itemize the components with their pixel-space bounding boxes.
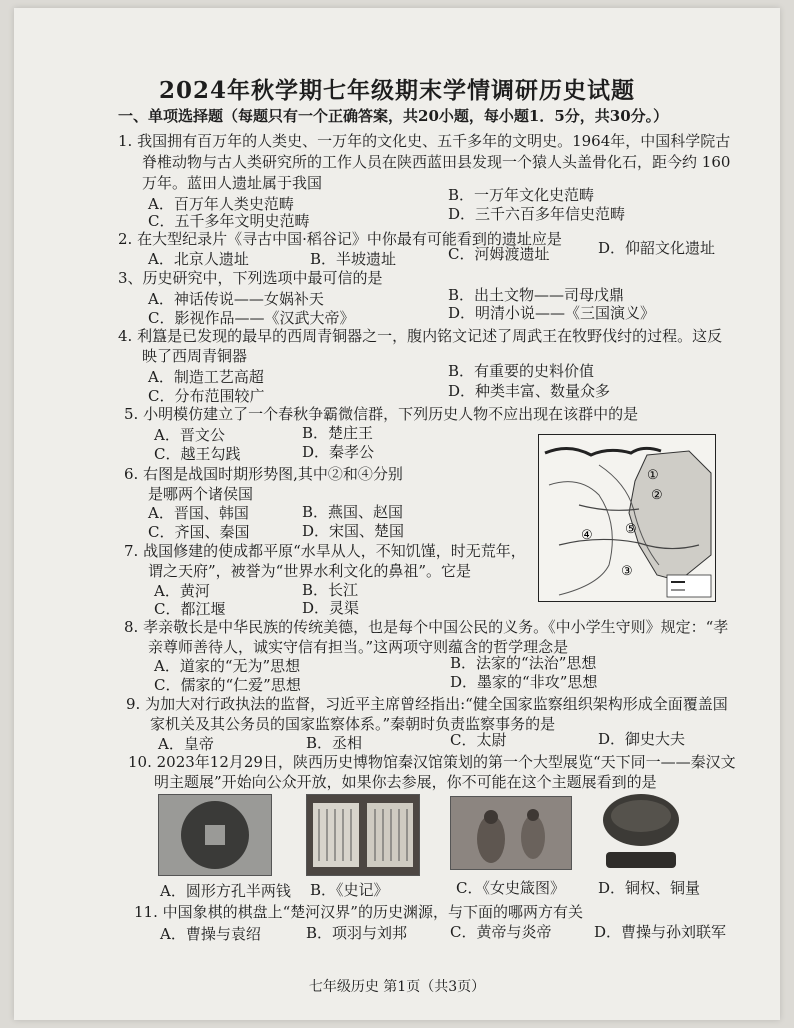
exam-line-q11A: A．曹操与袁绍 bbox=[160, 925, 261, 943]
exam-line-q11C: C．黄帝与炎帝 bbox=[450, 923, 552, 941]
exam-line-q1c: 万年。蓝田人遗址属于我国 bbox=[142, 174, 323, 192]
exam-line-q10D: D．铜权、铜量 bbox=[598, 879, 701, 897]
exam-line-q10b: 明主题展”开始向公众开放，如果你去参展，你不可能在这个主题展看到的是 bbox=[154, 773, 657, 791]
section-heading: 一、单项选择题（每题只有一个正确答案，共20小题，每小题1．5分，共30分。） bbox=[118, 107, 669, 125]
shiji-book-photo bbox=[306, 794, 420, 876]
warring-states-map bbox=[538, 434, 716, 602]
exam-line-q9C: C．太尉 bbox=[450, 731, 507, 749]
exam-line-q9b: 家机关及其公务员的国家监察体系。”秦朝时负责监察事务的是 bbox=[150, 715, 556, 733]
exam-line-q6B: B．燕国、赵国 bbox=[302, 503, 404, 521]
exam-line-q2: 2. 在大型纪录片《寻古中国·稻谷记》中你最有可能看到的遗址应是 bbox=[118, 230, 562, 248]
exam-line-q2A: A．北京人遗址 bbox=[148, 250, 249, 268]
exam-line-q10B: B．《史记》 bbox=[310, 881, 389, 899]
exam-line-q1A: A．百万年人类史范畴 bbox=[148, 195, 294, 213]
exam-line-q8A: A．道家的“无为”思想 bbox=[154, 657, 301, 675]
exam-line-q7a: 7. 战国修建的使成都平原“水旱从人，不知饥馑，时无荒年， bbox=[124, 542, 526, 560]
exam-line-q8b: 亲尊师善待人，诚实守信有担当。”这两项守则蕴含的哲学理念是 bbox=[148, 638, 569, 656]
exam-line-q1D: D．三千六百多年信史范畴 bbox=[448, 205, 626, 223]
exam-line-q7b: 谓之天府”，被誉为“世界水利文化的鼻祖”。它是 bbox=[148, 562, 472, 580]
exam-line-q6C: C．齐国、秦国 bbox=[148, 523, 250, 541]
exam-line-q9B: B．丞相 bbox=[306, 734, 363, 752]
exam-line-q1B: B．一万年文化史范畴 bbox=[448, 186, 595, 204]
exam-line-q4B: B．有重要的史料价值 bbox=[448, 362, 595, 380]
exam-line-q11B: B．项羽与刘邦 bbox=[306, 924, 408, 942]
exam-line-q4D: D．种类丰富、数量众多 bbox=[448, 382, 611, 400]
map-label: ② bbox=[651, 488, 663, 503]
exam-line-q3D: D．明清小说——《三国演义》 bbox=[448, 304, 656, 322]
exam-line-q9A: A．皇帝 bbox=[158, 735, 214, 753]
nushi-zhentu-painting-photo bbox=[450, 796, 572, 870]
exam-line-q5A: A．晋文公 bbox=[154, 426, 225, 444]
exam-line-q10a: 10. 2023年12月29日，陕西历史博物馆秦汉馆策划的第一个大型展览“天下同一——秦汉文 bbox=[128, 753, 736, 771]
map-label: ① bbox=[647, 468, 659, 483]
exam-line-q11: 11. 中国象棋的棋盘上“楚河汉界”的历史渊源，与下面的哪两方有关 bbox=[134, 903, 583, 921]
map-drawing bbox=[539, 435, 715, 601]
exam-line-q10A: A．圆形方孔半两钱 bbox=[160, 882, 291, 900]
exam-line-q10C: C．《女史箴图》 bbox=[456, 879, 565, 897]
exam-line-q5C: C．越王勾践 bbox=[154, 445, 241, 463]
exam-line-q7A: A．黄河 bbox=[154, 582, 210, 600]
exam-line-q1b: 脊椎动物与古人类研究所的工作人员在陕西蓝田县发现一个猿人头盖骨化石，距今约 160 bbox=[142, 153, 731, 171]
exam-line-q2B: B．半坡遗址 bbox=[310, 250, 397, 268]
exam-line-q8C: C．儒家的“仁爱”思想 bbox=[154, 676, 301, 694]
exam-line-q8a: 8. 孝亲敬长是中华民族的传统美德，也是每个中国公民的义务。《中小学生守则》规定：“孝 bbox=[124, 618, 729, 636]
map-label: ④ bbox=[581, 528, 593, 543]
map-label: ③ bbox=[621, 564, 633, 579]
exam-line-q3B: B．出土文物——司母戊鼎 bbox=[448, 286, 625, 304]
exam-line-q7D: D．灵渠 bbox=[302, 599, 360, 617]
exam-line-q3A: A．神话传说——女娲补天 bbox=[148, 290, 324, 308]
exam-line-q4b: 映了西周青铜器 bbox=[142, 347, 248, 365]
exam-line-q5D: D．秦孝公 bbox=[302, 443, 375, 461]
exam-line-q9D: D．御史大夫 bbox=[598, 730, 686, 748]
exam-line-q5B: B．楚庄王 bbox=[302, 424, 374, 442]
exam-line-q7B: B．长江 bbox=[302, 581, 359, 599]
exam-line-q6D: D．宋国、楚国 bbox=[302, 522, 405, 540]
exam-line-q8D: D．墨家的“非攻”思想 bbox=[450, 673, 598, 691]
exam-line-q2D: D．仰韶文化遗址 bbox=[598, 239, 716, 257]
exam-line-q6a: 6. 右图是战国时期形势图,其中②和④分别 bbox=[124, 465, 403, 483]
exam-line-q1C: C．五千多年文明史范畴 bbox=[148, 212, 310, 230]
exam-line-q5: 5. 小明模仿建立了一个春秋争霸微信群，下列历史人物不应出现在该群中的是 bbox=[124, 405, 639, 423]
exam-line-q11D: D．曹操与孙刘联军 bbox=[594, 923, 727, 941]
exam-title: 2024年秋学期七年级期末学情调研历史试题 bbox=[158, 77, 635, 104]
exam-line-q4C: C．分布范围较广 bbox=[148, 387, 265, 405]
exam-line-q4A: A．制造工艺高超 bbox=[148, 368, 264, 386]
banliang-coin-photo bbox=[158, 794, 272, 876]
exam-line-q1a: 1. 我国拥有百万年的人类史、一万年的文化史、五千多年的文明史。1964年，中国科学院古 bbox=[118, 132, 731, 150]
exam-line-q6A: A．晋国、韩国 bbox=[148, 504, 249, 522]
map-label: ⑤ bbox=[625, 522, 637, 537]
exam-line-q6b: 是哪两个诸侯国 bbox=[148, 485, 254, 503]
exam-line-q9a: 9. 为加大对行政执法的监督，习近平主席曾经指出:“健全国家监察组织架构形成全面覆盖国 bbox=[126, 695, 728, 713]
exam-line-q4a: 4. 利簋是已发现的最早的西周青铜器之一，腹内铭文记述了周武王在牧野伐纣的过程。这反 bbox=[118, 327, 723, 345]
exam-line-q7C: C．都江堰 bbox=[154, 600, 226, 618]
exam-line-q2C: C．河姆渡遗址 bbox=[448, 245, 550, 263]
bronze-weight-measure-photo bbox=[598, 790, 684, 872]
exam-line-q3C: C．影视作品——《汉武大帝》 bbox=[148, 309, 355, 327]
exam-line-q8B: B．法家的“法治”思想 bbox=[450, 654, 597, 672]
page-footer: 七年级历史 第1页（共3页） bbox=[308, 979, 486, 995]
exam-line-q3: 3、历史研究中，下列选项中最可信的是 bbox=[118, 269, 383, 287]
